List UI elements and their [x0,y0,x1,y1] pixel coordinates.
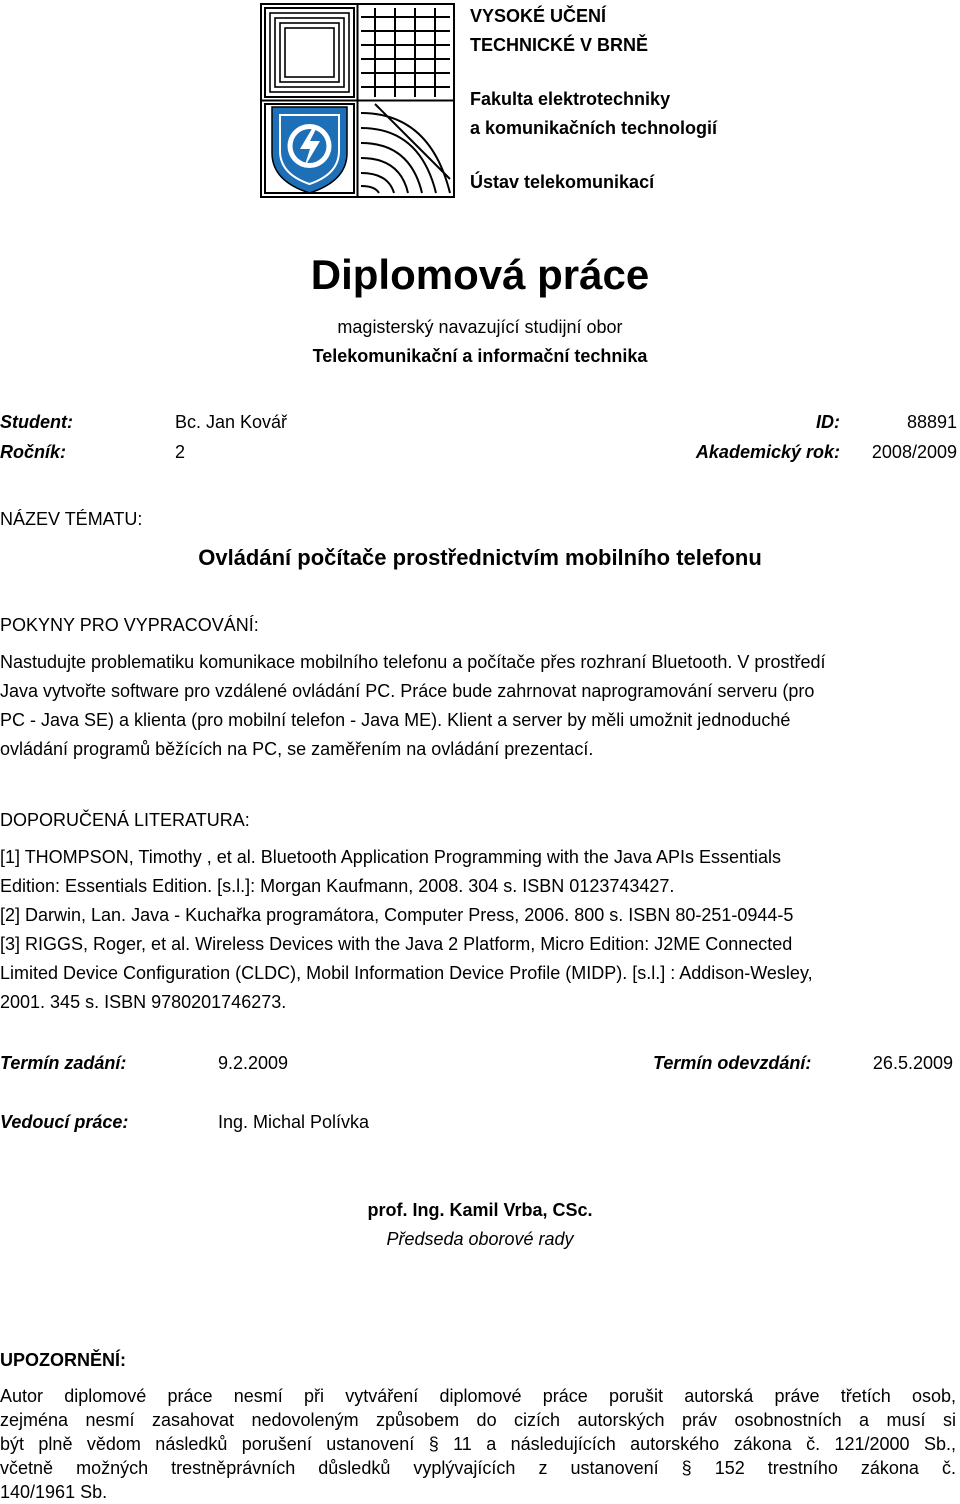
literature-list [0,843,956,1017]
assigned-date-label: Termín zadání: [0,1053,127,1073]
warning-label: UPOZORNĚNÍ: [0,1350,126,1370]
topic-title: Ovládání počítače prostřednictvím mobilního telefonu [198,545,762,570]
year-label: Ročník: [0,442,67,462]
academic-year-value: 2008/2009 [871,442,957,462]
instructions-line: Java vytvořte software pro vzdálené ovládání PC. Práce bude zahrnovat naprogramování serveru (pro [0,681,815,701]
literature-label: DOPORUČENÁ LITERATURA: [0,810,250,830]
instructions-label: POKYNY PRO VYPRACOVÁNÍ: [0,615,259,635]
instructions-line: PC - Java SE) a klienta (pro mobilní telefon - Java ME). Klient a server by měli umožnit jednoduché [0,710,791,730]
supervisor-value: Ing. Michal Polívka [218,1112,370,1132]
instructions-text [0,648,956,764]
literature-line: [2] Darwin, Lan. Java - Kuchařka programátora, Computer Press, 2006. 800 s. ISBN 80-251-0944-5 [0,905,794,925]
warning-line: včetně možných trestněprávních důsledků vyplývajících z ustanovení § 152 trestního zákona č. [0,1458,956,1478]
chair-name: prof. Ing. Kamil Vrba, CSc. [367,1200,593,1220]
id-label: ID: [816,412,840,432]
chair-role: Předseda oborové rady [386,1229,574,1249]
student-label: Student: [0,412,73,432]
due-date-label: Termín odevzdání: [653,1053,812,1073]
faculty-name-line2: a komunikačních technologií [470,118,718,138]
literature-line: Edition: Essentials Edition. [s.l.]: Morgan Kaufmann, 2008. 304 s. ISBN 0123743427. [0,876,675,896]
warning-line: zejména nesmí zasahovat nedovoleným způsobem do cizích autorských práv osobnostních a musí si [0,1410,956,1430]
literature-line: [3] RIGGS, Roger, et al. Wireless Devices with the Java 2 Platform, Micro Edition: J2ME Connected [0,934,793,954]
study-field: Telekomunikační a informační technika [312,346,648,366]
due-date-value: 26.5.2009 [872,1053,953,1073]
university-logo [260,3,455,198]
warning-line: 140/1961 Sb. [0,1482,108,1502]
school-name-line1: VYSOKÉ UČENÍ [470,6,607,26]
supervisor-label: Vedoucí práce: [0,1112,129,1132]
faculty-name-line1: Fakulta elektrotechniky [470,89,671,109]
warning-text [0,1384,956,1504]
page-title: Diplomová práce [310,251,650,298]
student-value: Bc. Jan Kovář [175,412,288,432]
department-name: Ústav telekomunikací [470,172,655,192]
year-value: 2 [175,442,186,462]
warning-line: být plně vědom následků porušení ustanovení § 11 a následujících autorského zákona č. 121/2000 Sb., [0,1434,956,1454]
assigned-date-value: 9.2.2009 [218,1053,289,1073]
shield-icon [272,107,347,193]
literature-line: [1] THOMPSON, Timothy , et al. Bluetooth Application Programming with the Java APIs Essentials [0,847,782,867]
academic-year-label: Akademický rok: [695,442,840,462]
topic-label: NÁZEV TÉMATU: [0,509,143,529]
study-program: magisterský navazující studijní obor [337,317,623,337]
warning-line: Autor diplomové práce nesmí při vytváření diplomové práce porušit autorská práve třetích osob, [0,1386,956,1406]
instructions-line: ovládání programů běžících na PC, se zaměřením na ovládání prezentací. [0,739,594,759]
instructions-line: Nastudujte problematiku komunikace mobilního telefonu a počítače přes rozhraní Bluetooth. V prostředí [0,652,826,672]
id-value: 88891 [906,412,957,432]
literature-line: 2001. 345 s. ISBN 9780201746273. [0,992,287,1012]
literature-line: Limited Device Configuration (CLDC), Mobil Information Device Profile (MIDP). [s.l.] : Addison-Wesley, [0,963,813,983]
school-name-line2: TECHNICKÉ V BRNĚ [470,35,649,55]
